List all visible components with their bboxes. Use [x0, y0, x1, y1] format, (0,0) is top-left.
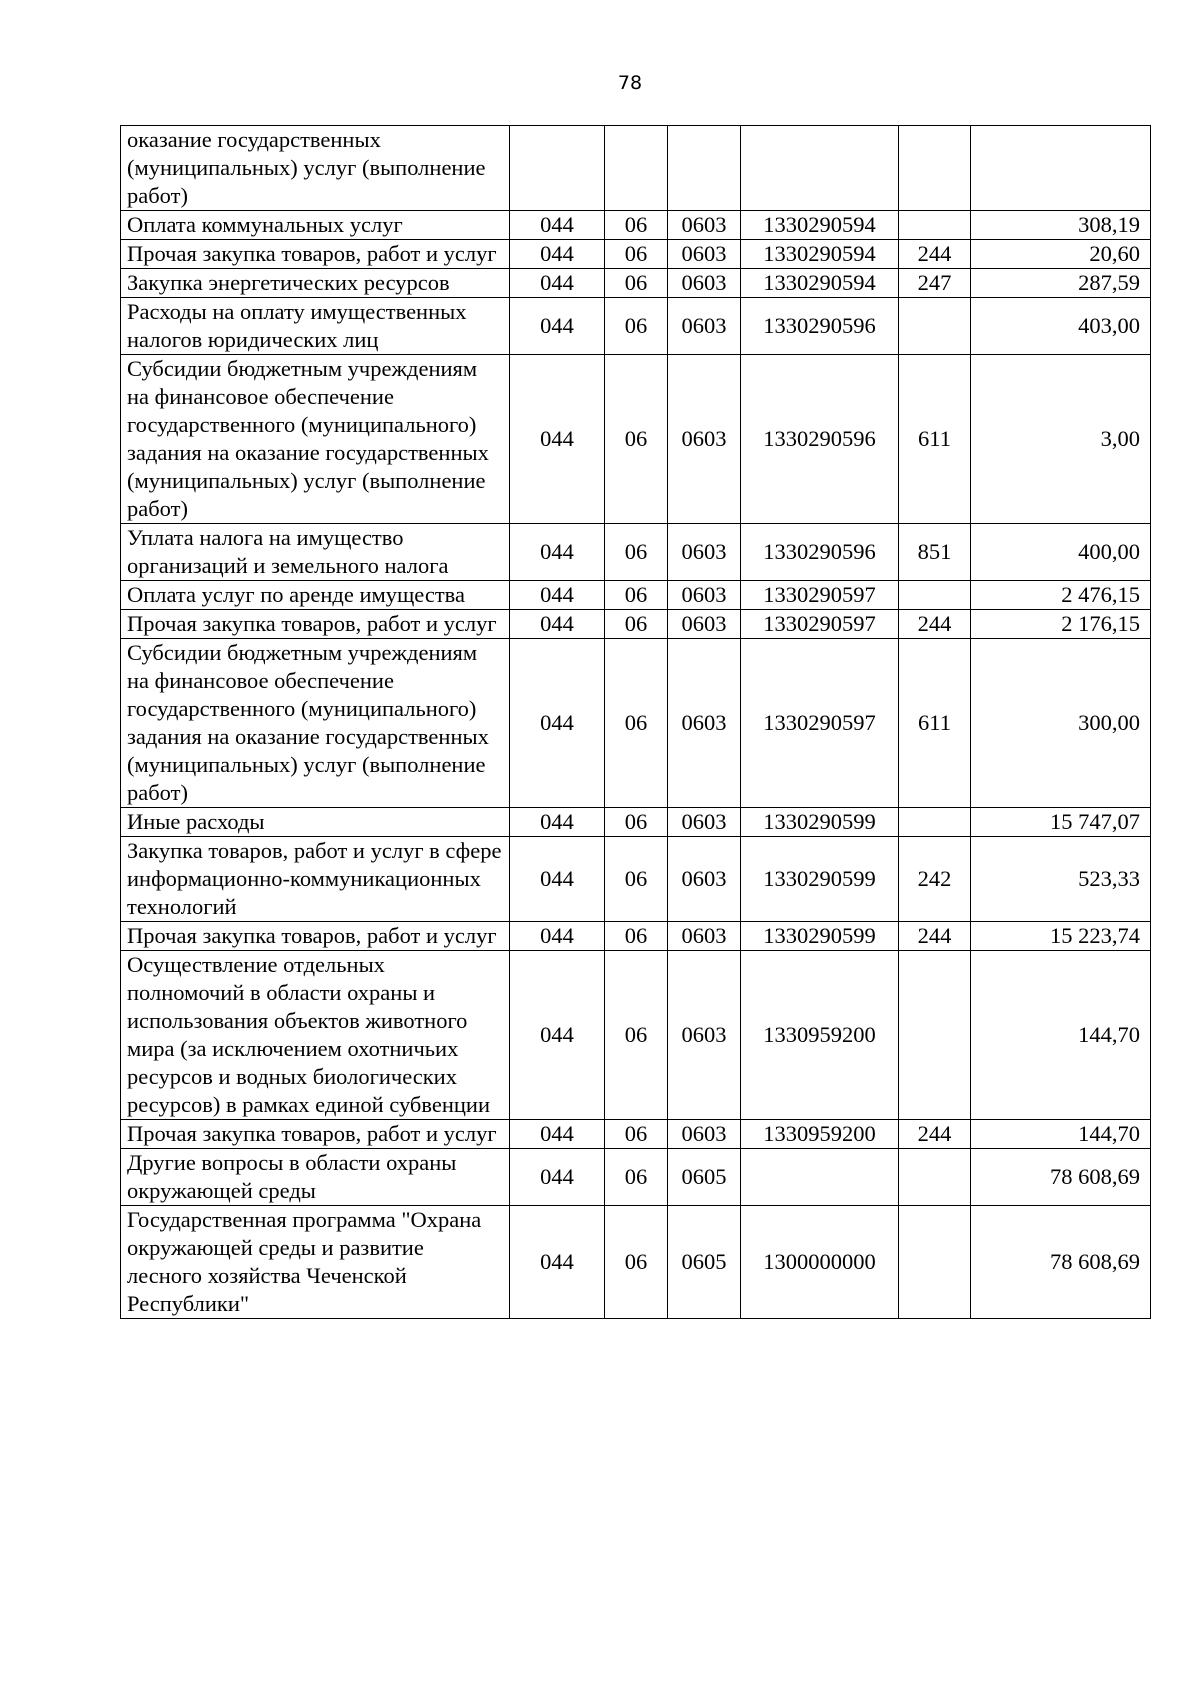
- row-subsection-code-cell: 0603: [668, 211, 741, 240]
- row-ved-code-cell: 044: [510, 581, 605, 610]
- row-expense-type-cell: 611: [899, 639, 971, 808]
- row-expense-type-cell: [899, 126, 971, 211]
- row-ved-code-cell: [510, 126, 605, 211]
- row-section-code-cell: 06: [605, 837, 668, 922]
- page-number: 78: [617, 72, 643, 94]
- row-amount-cell: 403,00: [971, 298, 1151, 355]
- row-name-cell: Прочая закупка товаров, работ и услуг: [121, 240, 510, 269]
- row-target-article-cell: 1330290594: [741, 211, 899, 240]
- row-section-code-cell: 06: [605, 355, 668, 524]
- row-ved-code-cell: 044: [510, 639, 605, 808]
- row-section-code-cell: 06: [605, 211, 668, 240]
- row-name-cell: Закупка товаров, работ и услуг в сфере информационно-коммуникационных технологий: [121, 837, 510, 922]
- budget-table: [120, 125, 1151, 1319]
- row-name-cell: Закупка энергетических ресурсов: [121, 269, 510, 298]
- row-target-article-cell: [741, 1149, 899, 1206]
- row-subsection-code-cell: 0603: [668, 922, 741, 951]
- row-target-article-cell: [741, 126, 899, 211]
- table-row: [121, 581, 1151, 610]
- row-amount-cell: 300,00: [971, 639, 1151, 808]
- table-row: [121, 211, 1151, 240]
- row-subsection-code-cell: 0603: [668, 610, 741, 639]
- row-expense-type-cell: 611: [899, 355, 971, 524]
- row-name-cell: Прочая закупка товаров, работ и услуг: [121, 1120, 510, 1149]
- table-row: [121, 355, 1151, 524]
- row-amount-cell: 15 223,74: [971, 922, 1151, 951]
- row-target-article-cell: 1330290594: [741, 269, 899, 298]
- row-expense-type-cell: [899, 298, 971, 355]
- row-amount-cell: 144,70: [971, 951, 1151, 1120]
- row-expense-type-cell: [899, 1149, 971, 1206]
- row-amount-cell: 78 608,69: [971, 1149, 1151, 1206]
- row-ved-code-cell: 044: [510, 610, 605, 639]
- row-section-code-cell: 06: [605, 298, 668, 355]
- row-expense-type-cell: [899, 951, 971, 1120]
- row-subsection-code-cell: 0605: [668, 1206, 741, 1319]
- row-subsection-code-cell: 0603: [668, 269, 741, 298]
- row-expense-type-cell: 244: [899, 922, 971, 951]
- row-subsection-code-cell: 0603: [668, 837, 741, 922]
- row-subsection-code-cell: [668, 126, 741, 211]
- row-amount-cell: 400,00: [971, 524, 1151, 581]
- row-name-cell: Осуществление отдельных полномочий в области охраны и использования объектов животного мира (за исключением охотничьих ресурсов и водных биологических ресурсов) в рамках единой субвенции: [121, 951, 510, 1120]
- row-target-article-cell: 1330290597: [741, 639, 899, 808]
- table-row: [121, 269, 1151, 298]
- table-row: [121, 808, 1151, 837]
- row-ved-code-cell: 044: [510, 922, 605, 951]
- row-amount-cell: 2 476,15: [971, 581, 1151, 610]
- row-ved-code-cell: 044: [510, 355, 605, 524]
- row-ved-code-cell: 044: [510, 951, 605, 1120]
- row-ved-code-cell: 044: [510, 240, 605, 269]
- budget-table-body: [121, 126, 1151, 1319]
- row-section-code-cell: 06: [605, 1149, 668, 1206]
- row-target-article-cell: 1330290594: [741, 240, 899, 269]
- row-name-cell: Субсидии бюджетным учреждениям на финансовое обеспечение государственного (муниципального) задания на оказание государственных (муниципальных) услуг (выполнение работ): [121, 639, 510, 808]
- table-row: [121, 610, 1151, 639]
- table-row: [121, 298, 1151, 355]
- row-section-code-cell: [605, 126, 668, 211]
- table-row: [121, 951, 1151, 1120]
- row-ved-code-cell: 044: [510, 1206, 605, 1319]
- row-target-article-cell: 1330290596: [741, 298, 899, 355]
- row-name-cell: Прочая закупка товаров, работ и услуг: [121, 922, 510, 951]
- row-section-code-cell: 06: [605, 951, 668, 1120]
- row-target-article-cell: 1330959200: [741, 1120, 899, 1149]
- row-name-cell: Оплата коммунальных услуг: [121, 211, 510, 240]
- row-name-cell: Расходы на оплату имущественных налогов юридических лиц: [121, 298, 510, 355]
- row-amount-cell: 287,59: [971, 269, 1151, 298]
- table-row: [121, 240, 1151, 269]
- row-target-article-cell: 1330290599: [741, 837, 899, 922]
- row-expense-type-cell: 244: [899, 610, 971, 639]
- row-expense-type-cell: 851: [899, 524, 971, 581]
- row-expense-type-cell: 244: [899, 240, 971, 269]
- row-ved-code-cell: 044: [510, 211, 605, 240]
- row-expense-type-cell: 242: [899, 837, 971, 922]
- table-row: [121, 922, 1151, 951]
- row-subsection-code-cell: 0603: [668, 355, 741, 524]
- row-section-code-cell: 06: [605, 1206, 668, 1319]
- row-section-code-cell: 06: [605, 610, 668, 639]
- row-expense-type-cell: [899, 808, 971, 837]
- row-ved-code-cell: 044: [510, 1149, 605, 1206]
- table-row: [121, 524, 1151, 581]
- row-name-cell: Уплата налога на имущество организаций и земельного налога: [121, 524, 510, 581]
- row-section-code-cell: 06: [605, 1120, 668, 1149]
- row-expense-type-cell: 244: [899, 1120, 971, 1149]
- row-subsection-code-cell: 0603: [668, 524, 741, 581]
- row-subsection-code-cell: 0603: [668, 240, 741, 269]
- row-section-code-cell: 06: [605, 240, 668, 269]
- row-subsection-code-cell: 0603: [668, 951, 741, 1120]
- row-amount-cell: [971, 126, 1151, 211]
- row-section-code-cell: 06: [605, 922, 668, 951]
- row-target-article-cell: 1330290597: [741, 610, 899, 639]
- row-target-article-cell: 1330290599: [741, 922, 899, 951]
- row-subsection-code-cell: 0603: [668, 1120, 741, 1149]
- row-amount-cell: 144,70: [971, 1120, 1151, 1149]
- row-section-code-cell: 06: [605, 581, 668, 610]
- row-ved-code-cell: 044: [510, 837, 605, 922]
- row-target-article-cell: 1330290599: [741, 808, 899, 837]
- row-expense-type-cell: 247: [899, 269, 971, 298]
- row-amount-cell: 2 176,15: [971, 610, 1151, 639]
- row-name-cell: Другие вопросы в области охраны окружающей среды: [121, 1149, 510, 1206]
- row-name-cell: Иные расходы: [121, 808, 510, 837]
- row-subsection-code-cell: 0605: [668, 1149, 741, 1206]
- table-row: [121, 639, 1151, 808]
- row-ved-code-cell: 044: [510, 298, 605, 355]
- row-ved-code-cell: 044: [510, 524, 605, 581]
- row-subsection-code-cell: 0603: [668, 298, 741, 355]
- row-amount-cell: 3,00: [971, 355, 1151, 524]
- row-expense-type-cell: [899, 211, 971, 240]
- row-ved-code-cell: 044: [510, 1120, 605, 1149]
- row-target-article-cell: 1330290596: [741, 524, 899, 581]
- row-name-cell: Оплата услуг по аренде имущества: [121, 581, 510, 610]
- row-subsection-code-cell: 0603: [668, 581, 741, 610]
- row-ved-code-cell: 044: [510, 808, 605, 837]
- row-section-code-cell: 06: [605, 639, 668, 808]
- row-amount-cell: 20,60: [971, 240, 1151, 269]
- row-name-cell: Государственная программа "Охрана окружающей среды и развитие лесного хозяйства Чеченской Республики": [121, 1206, 510, 1319]
- table-row: [121, 1120, 1151, 1149]
- row-target-article-cell: 1330959200: [741, 951, 899, 1120]
- row-ved-code-cell: 044: [510, 269, 605, 298]
- row-name-cell: Прочая закупка товаров, работ и услуг: [121, 610, 510, 639]
- row-section-code-cell: 06: [605, 808, 668, 837]
- table-row: [121, 1206, 1151, 1319]
- row-amount-cell: 308,19: [971, 211, 1151, 240]
- row-target-article-cell: 1330290596: [741, 355, 899, 524]
- table-row: [121, 126, 1151, 211]
- table-row: [121, 837, 1151, 922]
- row-amount-cell: 78 608,69: [971, 1206, 1151, 1319]
- row-target-article-cell: 1330290597: [741, 581, 899, 610]
- row-name-cell: оказание государственных (муниципальных) услуг (выполнение работ): [121, 126, 510, 211]
- row-section-code-cell: 06: [605, 524, 668, 581]
- table-row: [121, 1149, 1151, 1206]
- row-expense-type-cell: [899, 1206, 971, 1319]
- row-name-cell: Субсидии бюджетным учреждениям на финансовое обеспечение государственного (муниципального) задания на оказание государственных (муниципальных) услуг (выполнение работ): [121, 355, 510, 524]
- row-target-article-cell: 1300000000: [741, 1206, 899, 1319]
- row-section-code-cell: 06: [605, 269, 668, 298]
- row-subsection-code-cell: 0603: [668, 639, 741, 808]
- row-amount-cell: 523,33: [971, 837, 1151, 922]
- row-amount-cell: 15 747,07: [971, 808, 1151, 837]
- row-expense-type-cell: [899, 581, 971, 610]
- row-subsection-code-cell: 0603: [668, 808, 741, 837]
